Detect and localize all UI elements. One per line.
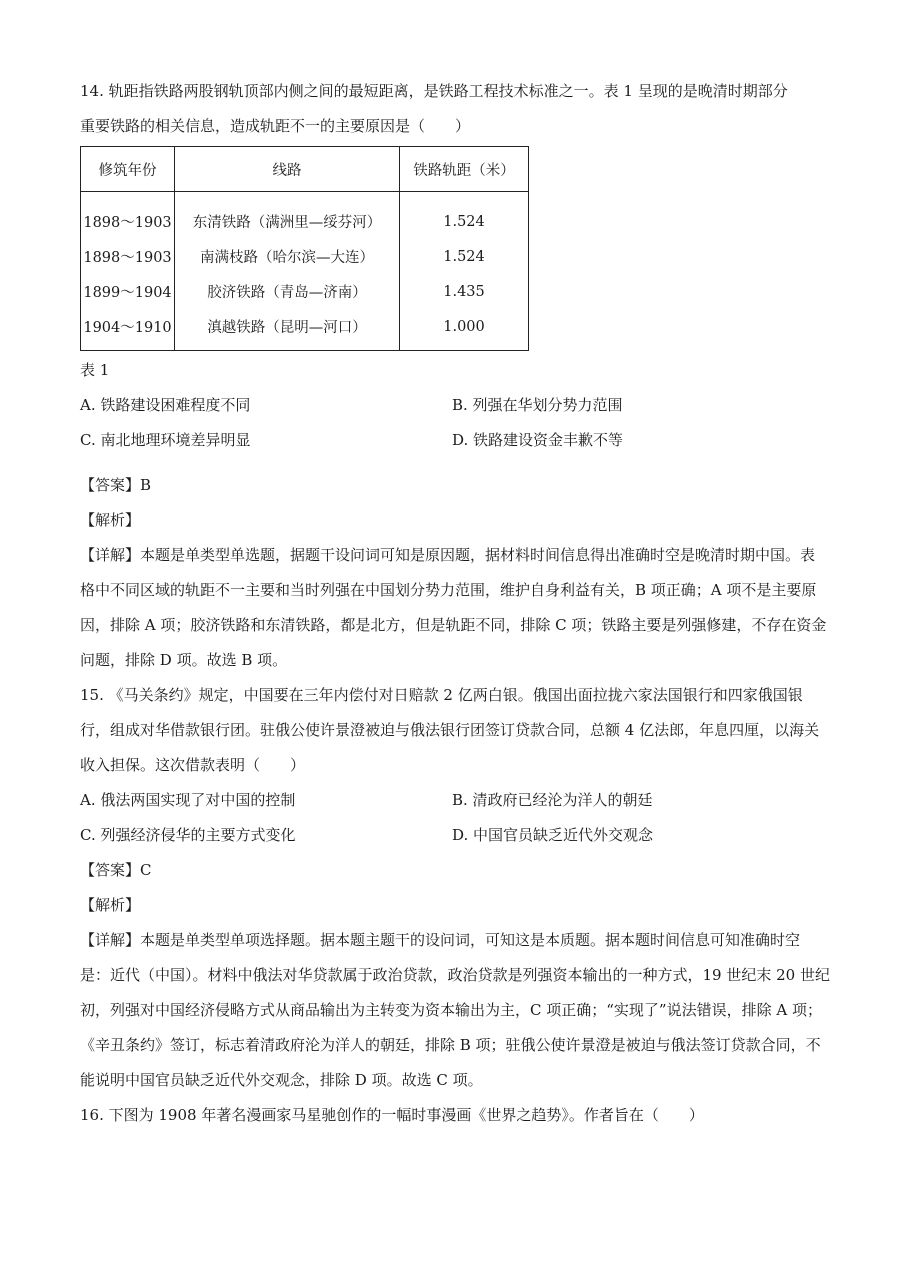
analysis-label: 【解析】 bbox=[80, 896, 141, 914]
detail-text: 本题是单类型单项选择题。据本题主题干的设问词，可知这是本质题。据本题时间信息可知准确时空是：近代（中国）。材料中俄法对华贷款属于政治贷款，政治贷款是列强资本输出的一种方式，19 世纪末 20 世纪初，列强对中国经济侵略方式从商品输出为主转变为资本输出为主，C 项正确；“实现了”说法错误，排除 A 项；《辛丑条约》签订，标志着清政府沦为洋人的朝廷，排除 B 项；驻俄公使许景澄是被迫与俄法签订贷款合同，不能说明中国官员缺乏近代外交观念，排除 D 项。故选 C 项。 bbox=[80, 931, 830, 1089]
option-a: A. 铁路建设困难程度不同 bbox=[80, 396, 251, 414]
detail-paragraph bbox=[80, 538, 830, 678]
table-header: 铁路轨距（米） bbox=[400, 147, 529, 192]
option-d: D. 铁路建设资金丰歉不等 bbox=[452, 431, 624, 449]
table-header: 修筑年份 bbox=[81, 147, 175, 192]
question-stem: 15. 《马关条约》规定，中国要在三年内偿付对日赔款 2 亿两白银。俄国出面拉拢六家法国银行和四家俄国银行，组成对华借款银行团。驻俄公使许景澄被迫与俄法银行团签订贷款合同，总额 4 亿法郎，年息四厘，以海关收入担保。这次借款表明（ ） bbox=[80, 686, 820, 774]
table-cell: 1.524 bbox=[400, 239, 529, 274]
detail-label: 【详解】 bbox=[80, 931, 141, 949]
table-cell: 1904～1910 bbox=[81, 309, 175, 351]
answer-line bbox=[80, 853, 830, 888]
table-caption: 表 1 bbox=[80, 361, 110, 379]
question-stem: 16. 下图为 1908 年著名漫画家马星驰创作的一幅时事漫画《世界之趋势》。作者旨在（ ） bbox=[80, 1106, 704, 1124]
table-cell: 1.435 bbox=[400, 274, 529, 309]
table-row bbox=[81, 274, 529, 309]
table-row bbox=[81, 239, 529, 274]
table-cell: 1899～1904 bbox=[81, 274, 175, 309]
table-header: 线路 bbox=[175, 147, 400, 192]
table-row bbox=[81, 309, 529, 351]
option-b: B. 列强在华划分势力范围 bbox=[452, 396, 623, 414]
detail-label: 【详解】 bbox=[80, 546, 141, 564]
table-row bbox=[81, 192, 529, 240]
answer-value: C bbox=[140, 861, 152, 879]
answer-value: B bbox=[140, 476, 152, 494]
table-cell: 1.524 bbox=[400, 192, 529, 240]
detail-paragraph bbox=[80, 923, 830, 1098]
table-cell: 南满枝路（哈尔滨—大连） bbox=[175, 239, 400, 274]
option-c: C. 列强经济侵华的主要方式变化 bbox=[80, 826, 296, 844]
table-cell: 滇越铁路（昆明—河口） bbox=[175, 309, 400, 351]
question-stem: 重要铁路的相关信息，造成轨距不一的主要原因是（ ） bbox=[80, 117, 471, 135]
table-header-row bbox=[81, 147, 529, 192]
table-cell: 1.000 bbox=[400, 309, 529, 351]
answer-line bbox=[80, 468, 830, 503]
option-a: A. 俄法两国实现了对中国的控制 bbox=[80, 791, 296, 809]
answer-options bbox=[80, 783, 830, 853]
question-stem: 14. 轨距指铁路两股钢轨顶部内侧之间的最短距离，是铁路工程技术标准之一。表 1 呈现的是晚清时期部分 bbox=[80, 82, 788, 100]
table-cell: 东清铁路（满洲里—绥芬河） bbox=[175, 192, 400, 240]
answer-label: 【答案】 bbox=[80, 861, 141, 879]
exam-page bbox=[80, 74, 830, 1133]
option-d: D. 中国官员缺乏近代外交观念 bbox=[452, 826, 654, 844]
table-cell: 胶济铁路（青岛—济南） bbox=[175, 274, 400, 309]
question-16 bbox=[80, 1098, 830, 1133]
table-cell: 1898～1903 bbox=[81, 239, 175, 274]
question-15 bbox=[80, 678, 830, 1098]
table-cell: 1898～1903 bbox=[81, 192, 175, 240]
option-c: C. 南北地理环境差异明显 bbox=[80, 431, 251, 449]
railway-table bbox=[80, 146, 529, 351]
detail-text: 本题是单类型单选题，据题干设问词可知是原因题，据材料时间信息得出准确时空是晚清时期中国。表格中不同区域的轨距不一主要和当时列强在中国划分势力范围，维护自身利益有关，B 项正确；A 项不是主要原因，排除 A 项；胶济铁路和东清铁路，都是北方，但是轨距不同，排除 C 项；铁路主要是列强修建，不存在资金问题，排除 D 项。故选 B 项。 bbox=[80, 546, 827, 669]
option-b: B. 清政府已经沦为洋人的朝廷 bbox=[452, 791, 653, 809]
analysis-label: 【解析】 bbox=[80, 511, 141, 529]
answer-options bbox=[80, 388, 830, 458]
answer-label: 【答案】 bbox=[80, 476, 141, 494]
question-14 bbox=[80, 74, 830, 678]
